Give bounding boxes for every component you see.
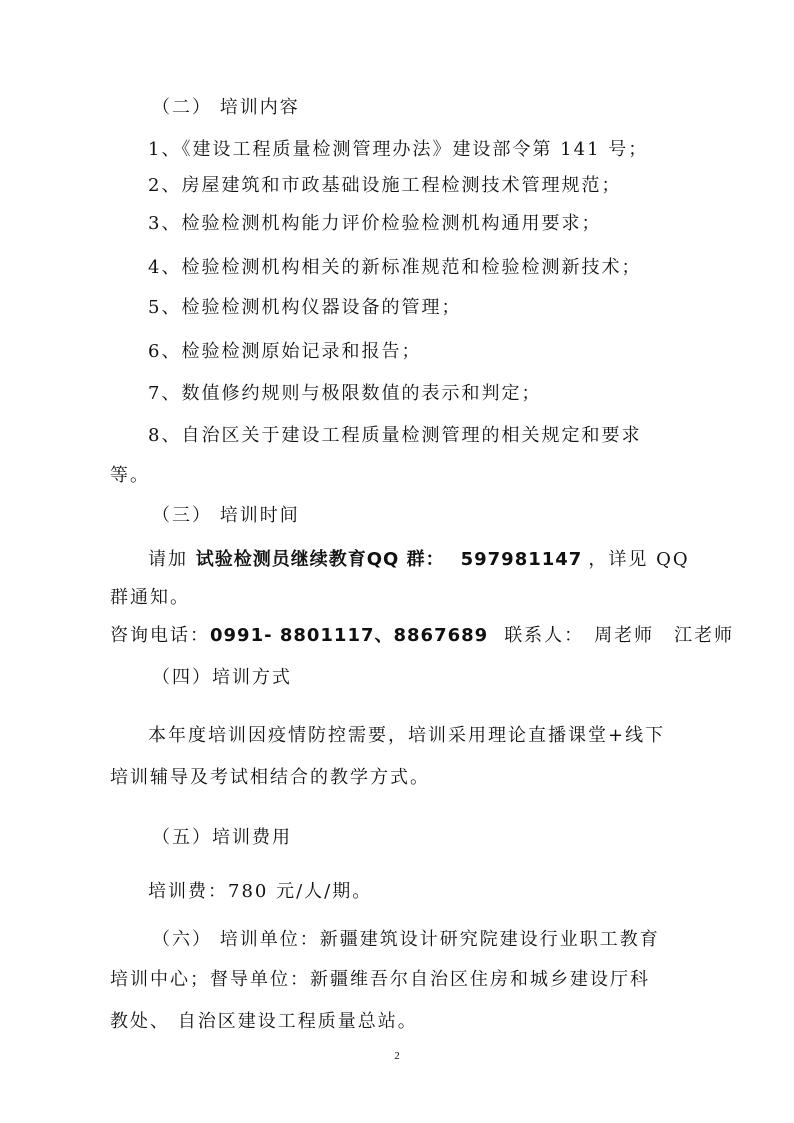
time-text-line2: 群通知。 xyxy=(110,587,190,608)
fee-text: 培训费：780 元/人/期。 xyxy=(148,881,373,902)
list-item: 8、自治区关于建设工程质量检测管理的相关规定和要求 xyxy=(148,425,642,446)
list-item: 5、检验检测机构仪器设备的管理； xyxy=(148,297,462,318)
list-item-continuation: 等。 xyxy=(110,465,150,486)
list-item: 7、数值修约规则与极限数值的表示和判定； xyxy=(148,383,542,404)
method-text-line2: 培训辅导及考试相结合的教学方式。 xyxy=(110,767,430,788)
method-text: 本年度培训因疫情防控需要，培训采用理论直播课堂+线下 xyxy=(148,725,666,746)
unit-text-line2: 培训中心；督导单位：新疆维吾尔自治区住房和城乡建设厅科 xyxy=(110,969,650,990)
list-item: 1、《建设工程质量检测管理办法》建设部令第 141 号； xyxy=(148,139,649,160)
qq-group-name: 试验检测员继续教育QQ 群： xyxy=(195,549,445,570)
contact-line xyxy=(110,624,734,648)
time-heading: （三） 培训时间 xyxy=(152,505,300,526)
time-suffix: ，详见 QQ xyxy=(588,549,690,570)
time-text xyxy=(148,548,690,572)
page-number: 2 xyxy=(394,1050,400,1062)
contact-label: 咨询电话： xyxy=(110,625,210,646)
method-heading: （四）培训方式 xyxy=(152,667,292,688)
content-heading: （二） 培训内容 xyxy=(152,97,300,118)
list-item: 4、检验检测机构相关的新标准规范和检验检测新技术； xyxy=(148,257,642,278)
list-item: 6、检验检测原始记录和报告； xyxy=(148,341,422,362)
contact-phones: 0991- 8801117、8867689 xyxy=(210,625,489,646)
unit-text: （六） 培训单位：新疆建筑设计研究院建设行业职工教育 xyxy=(152,929,660,950)
time-prefix: 请加 xyxy=(148,549,196,570)
contact-person-label: 联系人： xyxy=(504,625,585,646)
list-item: 2、房屋建筑和市政基础设施工程检测技术管理规范； xyxy=(148,175,622,196)
list-item: 3、检验检测机构能力评价检验检测机构通用要求； xyxy=(148,213,602,234)
qq-group-number: 597981147 xyxy=(460,549,583,570)
unit-text-line3: 教处、 自治区建设工程质量总站。 xyxy=(110,1011,418,1032)
contact-persons: 周老师 江老师 xyxy=(594,625,735,646)
fee-heading: （五）培训费用 xyxy=(152,827,292,848)
